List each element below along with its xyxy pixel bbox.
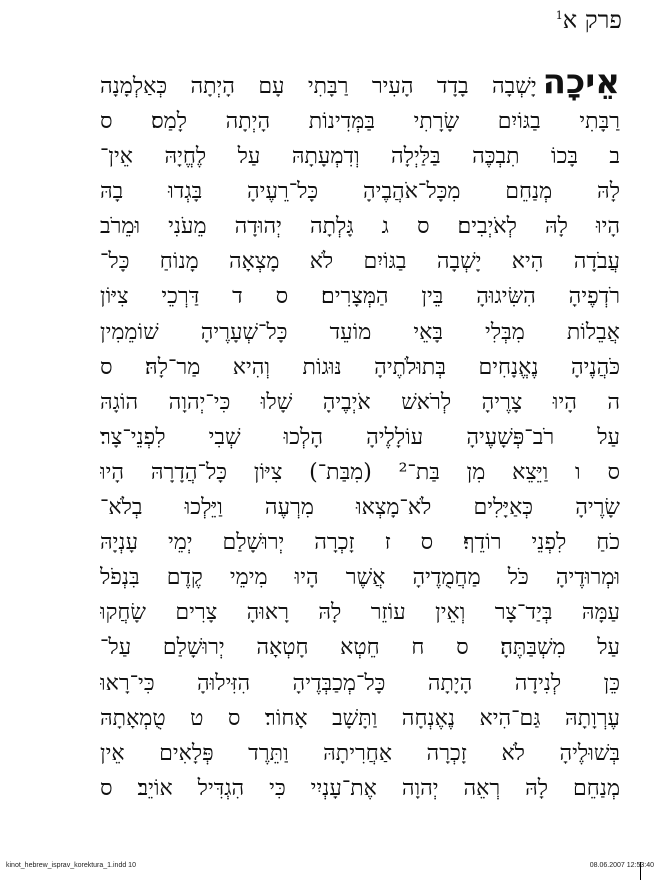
text-line: עַמָּהּ בְּיַד־צָר וְאֵין עוֹזֵר לָהּ רָאוּהָ צָרִים שָׂחֲקוּ — [100, 600, 620, 626]
slug-file-info: kinot_hebrew_isprav_korektura_1.indd 10 — [6, 862, 136, 869]
text-line: אֲבֵלוֹת מִבְּלִי בָּאֵי מוֹעֵד כָּל־שְׁעָרֶיהָ שׁוֹמֵמִין — [100, 319, 620, 345]
text-line: עַל רֹב־פְּשָׁעֶיהָ עוֹלָלֶיהָ הָלְכוּ שְׁבִי לִפְנֵי־צָר׃ — [100, 424, 620, 450]
chapter-title-text: פרק א — [562, 6, 622, 34]
text-line: וּמְרוּדֶיהָ כֹּל מַחֲמֻדֶיהָ אֲשֶׁר הָיוּ מִימֵי קֶדֶם בִּנְפֹל — [100, 565, 620, 591]
text-line: כֹחַ לִפְנֵי רוֹדֵף׃ ס ז זָכְרָה יְרוּשָׁלַם יְמֵי עָנְיָהּ — [100, 530, 620, 556]
opening-word: אֵיכָה — [542, 62, 620, 102]
text-line: שָׂרֶיהָ כְּאַיָּלִים לֹא־מָצְאוּ מִרְעֶה וַיֵּלְכוּ בְלֹא־ — [100, 495, 620, 521]
chapter-title — [556, 6, 622, 35]
first-line-rest: יָשְׁבָה בָדָד הָעִיר רַבָּתִי עָם הָיְתָה כְּאַלְמָנָה — [100, 74, 537, 99]
text-line: מְנַחֵם לָהּ רְאֵה יְהוָה אֶת־עָנְיִי כִּי הִגְדִּיל אוֹיֵב׃ ס — [100, 775, 620, 801]
text-line: ס ו וַיֵּצֵא מִן בַּת־² (מִבַּת־) צִיּוֹן כָּל־הֲדָרָהּ הָיוּ — [100, 459, 620, 485]
text-line: כֹּהֲנֶיהָ נֶאֱנָחִים בְּתוּלֹתֶיהָ נּוּגוֹת וְהִיא מַר־לָהּ׃ ס — [100, 354, 620, 380]
lamentations-text — [100, 60, 620, 806]
text-line: כֵּן לְנִידָה הָיָתָה כָּל־מְכַבְּדֶיהָ הִזִּילוּהָ כִּי־רָאוּ — [100, 670, 620, 696]
chapter-footnote-mark: 1 — [555, 9, 563, 22]
text-line: לָהּ מְנַחֵם מִכָּל־אֹהֲבֶיהָ כָּל־רֵעֶיהָ בָּגְדוּ בָהּ — [100, 179, 620, 205]
text-line: ה הָיוּ צָרֶיהָ לְרֹאשׁ אֹיְבֶיהָ שָׁלוּ כִּי־יְהוָה הוֹגָהּ — [100, 389, 620, 415]
text-line-first — [100, 60, 620, 104]
text-line: בְּשׁוּלֶיהָ לֹא זָכְרָה אַחֲרִיתָהּ וַתֵּרֶד פְּלָאִים אֵין — [100, 740, 620, 766]
text-line: רֹדְפֶיהָ הִשִּׂיגוּהָ בֵּין הַמְּצָרִים׃ ס ד דַּרְכֵי צִיּוֹן — [100, 284, 620, 310]
text-line: ב בָּכוֹ תִבְכֶּה בַּלַּיְלָה וְדִמְעָתָהּ עַל לֶחֱיָהּ אֵין־ — [100, 144, 620, 170]
slug-date-time: 08.06.2007 12:53:40 — [589, 862, 654, 869]
text-line: עַל מִשְׁבַּתֶּהָ׃ ס ח חֵטְא חָטְאָה יְרוּשָׁלַם עַל־ — [100, 635, 620, 661]
text-line: עֶרְוָתָהּ גַּם־הִיא נֶאֶנְחָה וַתָּשָׁב אָחוֹר׃ ס ט טֻמְאָתָהּ — [100, 705, 620, 731]
text-line: הָיוּ לָהּ לְאֹיְבִים׃ ס ג גָּלְתָה יְהוּדָה מֵעֹנִי וּמֵרֹב — [100, 214, 620, 240]
text-line: עֲבֹדָה הִיא יָשְׁבָה בַגּוֹיִם לֹא מָצְאָה מָנוֹחַ כָּל־ — [100, 249, 620, 275]
text-line: רַבָּתִי בַגּוֹיִם שָׂרָתִי בַּמְּדִינוֹת הָיְתָה לָמַס׃ ס — [100, 109, 620, 134]
